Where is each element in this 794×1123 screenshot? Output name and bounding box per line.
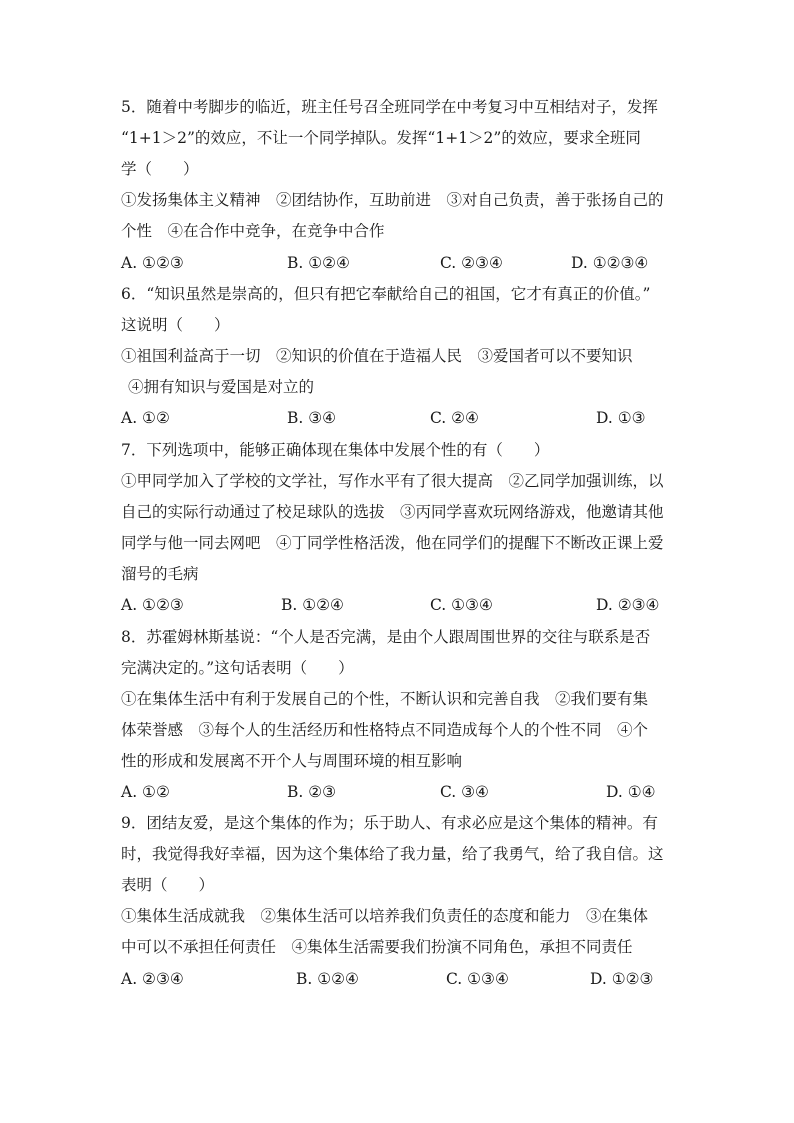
question-7-line-1: 7．下列选项中，能够正确体现在集体中发展个性的有（ ）: [121, 441, 550, 459]
question-9-line-3: 表明（ ）: [121, 876, 215, 894]
question-6-line-1: 6．“知识虽然是崇高的，但只有把它奉献给自己的祖国，它才有真正的价值。”: [121, 285, 651, 303]
question-5-line-3: 学（ ）: [121, 160, 199, 178]
question-9-option-d: D. ①②③: [590, 970, 654, 988]
question-8-option-d: D. ①④: [606, 783, 656, 801]
question-7-line-3: 自己的实际行动通过了校足球队的选拔 ③丙同学喜欢玩网络游戏，他邀请其他: [121, 503, 664, 521]
question-5-option-c: C. ②③④: [440, 254, 503, 272]
question-8-option-b: B. ②③: [287, 783, 337, 801]
question-7-option-d: D. ②③④: [596, 596, 660, 614]
question-7-line-5: 溜号的毛病: [121, 565, 199, 583]
question-8-line-1: 8．苏霍姆林斯基说：“个人是否完满，是由个人跟周围世界的交往与联系是否: [121, 628, 651, 646]
question-9-option-b: B. ①②④: [296, 970, 359, 988]
question-5-line-1: 5．随着中考脚步的临近，班主任号召全班同学在中考复习中互相结对子，发挥: [121, 98, 658, 116]
question-7-option-a: A. ①②③: [121, 596, 184, 614]
question-9-option-c: C. ①③④: [446, 970, 509, 988]
question-8-line-2: 完满决定的。”这句话表明（ ）: [121, 659, 354, 677]
question-6-option-a: A. ①②: [121, 409, 170, 427]
question-5-option-b: B. ①②④: [287, 254, 350, 272]
question-7-line-2: ①甲同学加入了学校的文学社，写作水平有了很大提高 ②乙同学加强训练，以: [121, 472, 664, 490]
question-6-line-2: 这说明（ ）: [121, 316, 230, 334]
question-9-option-a: A. ②③④: [121, 970, 184, 988]
question-9-line-4: ①集体生活成就我 ②集体生活可以培养我们负责任的态度和能力 ③在集体: [121, 907, 649, 925]
question-8-option-c: C. ③④: [440, 783, 489, 801]
question-5-line-5: 个性 ④在合作中竞争，在竞争中合作: [121, 222, 385, 240]
question-9-line-2: 时，我觉得我好幸福，因为这个集体给了我力量，给了我勇气，给了我自信。这: [121, 845, 664, 863]
question-6-line-3: ①祖国利益高于一切 ②知识的价值在于造福人民 ③爱国者可以不要知识: [121, 347, 633, 365]
question-8-line-3: ①在集体生活中有利于发展自己的个性，不断认识和完善自我 ②我们要有集: [121, 690, 649, 708]
question-6-option-d: D. ①③: [596, 409, 646, 427]
question-8-line-5: 性的形成和发展离不开个人与周围环境的相互影响: [121, 752, 463, 770]
question-6-line-4: ④拥有知识与爱国是对立的: [128, 378, 315, 396]
question-7-option-b: B. ①②④: [281, 596, 344, 614]
question-7-option-c: C. ①③④: [430, 596, 493, 614]
question-5-option-a: A. ①②③: [121, 254, 184, 272]
question-6-option-b: B. ③④: [287, 409, 337, 427]
question-8-option-a: A. ①②: [121, 783, 170, 801]
question-9-line-5: 中可以不承担任何责任 ④集体生活需要我们扮演不同角色，承担不同责任: [121, 938, 633, 956]
question-5-option-d: D. ①②③④: [571, 254, 649, 272]
question-7-line-4: 同学与他一同去网吧 ④丁同学性格活泼，他在同学们的提醒下不断改正课上爱: [121, 534, 664, 552]
question-6-option-c: C. ②④: [430, 409, 479, 427]
question-5-line-2: “1+1＞2”的效应，不让一个同学掉队。发挥“1+1＞2”的效应，要求全班同: [121, 129, 641, 147]
question-9-line-1: 9．团结友爱，是这个集体的作为；乐于助人、有求必应是这个集体的精神。有: [121, 814, 658, 832]
question-8-line-4: 体荣誉感 ③每个人的生活经历和性格特点不同造成每个人的个性不同 ④个: [121, 721, 649, 739]
question-5-line-4: ①发扬集体主义精神 ②团结协作，互助前进 ③对自己负责，善于张扬自己的: [121, 191, 664, 209]
